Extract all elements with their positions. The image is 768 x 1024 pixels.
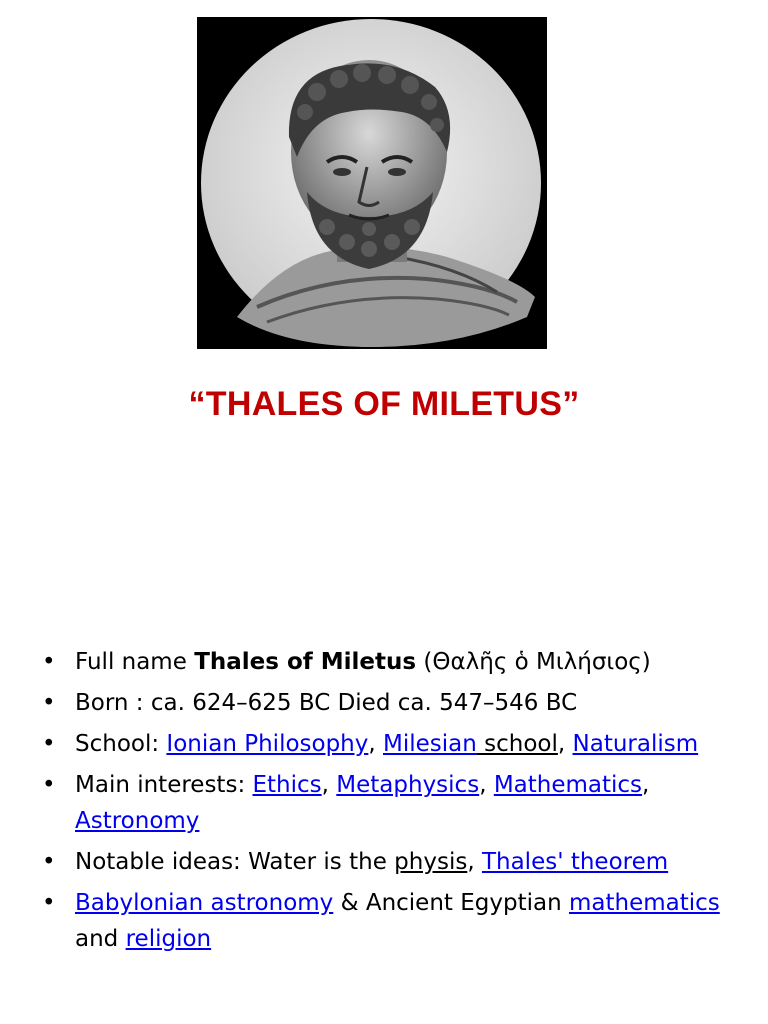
greek-name: (Θαλῆς ὁ Μιλήσιος) <box>416 649 651 675</box>
born-died-text: Born : ca. 624–625 BC Died ca. 547–546 BC <box>75 690 578 716</box>
link-ethics[interactable]: Ethics <box>252 772 322 798</box>
list-item-influences <box>42 885 732 957</box>
portrait-image <box>197 17 547 349</box>
link-babylonian-astronomy[interactable]: Babylonian astronomy <box>75 890 334 916</box>
link-religion[interactable]: religion <box>125 926 212 952</box>
school-label: School: <box>75 731 167 757</box>
separator: , <box>557 731 573 757</box>
influences-text: & Ancient Egyptian <box>333 890 569 916</box>
bullet-icon: • <box>42 849 56 875</box>
interests-label: Main interests: <box>75 772 253 798</box>
separator: and <box>75 926 126 952</box>
separator: , <box>479 772 494 798</box>
full-name-label: Full name <box>75 649 195 675</box>
link-mathematics-egypt[interactable]: mathematics <box>568 890 720 916</box>
list-item-full-name <box>42 644 732 680</box>
ideas-label: Notable ideas: Water is the <box>75 849 395 875</box>
link-astronomy[interactable]: Astronomy <box>75 808 200 834</box>
separator: , <box>368 731 383 757</box>
bullet-icon: • <box>42 890 56 916</box>
link-milesian[interactable]: Milesian <box>383 731 477 757</box>
list-item-school <box>42 726 732 762</box>
bullet-icon: • <box>42 690 56 716</box>
separator: , <box>642 772 650 798</box>
bullet-icon: • <box>42 731 56 757</box>
list-item-ideas <box>42 844 732 880</box>
school-word: school <box>476 731 558 757</box>
full-name-value: Thales of Miletus <box>194 649 417 675</box>
bullet-icon: • <box>42 772 56 798</box>
bullet-icon: • <box>42 649 56 675</box>
separator: , <box>467 849 482 875</box>
link-ionian-philosophy[interactable]: Ionian Philosophy <box>166 731 369 757</box>
page-title: “THALES OF MILETUS” <box>188 385 580 423</box>
list-item-born <box>42 685 732 721</box>
physis-text[interactable]: physis <box>394 849 468 875</box>
link-naturalism[interactable]: Naturalism <box>572 731 699 757</box>
link-mathematics[interactable]: Mathematics <box>493 772 643 798</box>
info-list <box>42 644 732 962</box>
list-item-interests <box>42 767 732 839</box>
link-thales-theorem[interactable]: Thales' theorem <box>481 849 669 875</box>
separator: , <box>321 772 337 798</box>
link-metaphysics[interactable]: Metaphysics <box>336 772 480 798</box>
